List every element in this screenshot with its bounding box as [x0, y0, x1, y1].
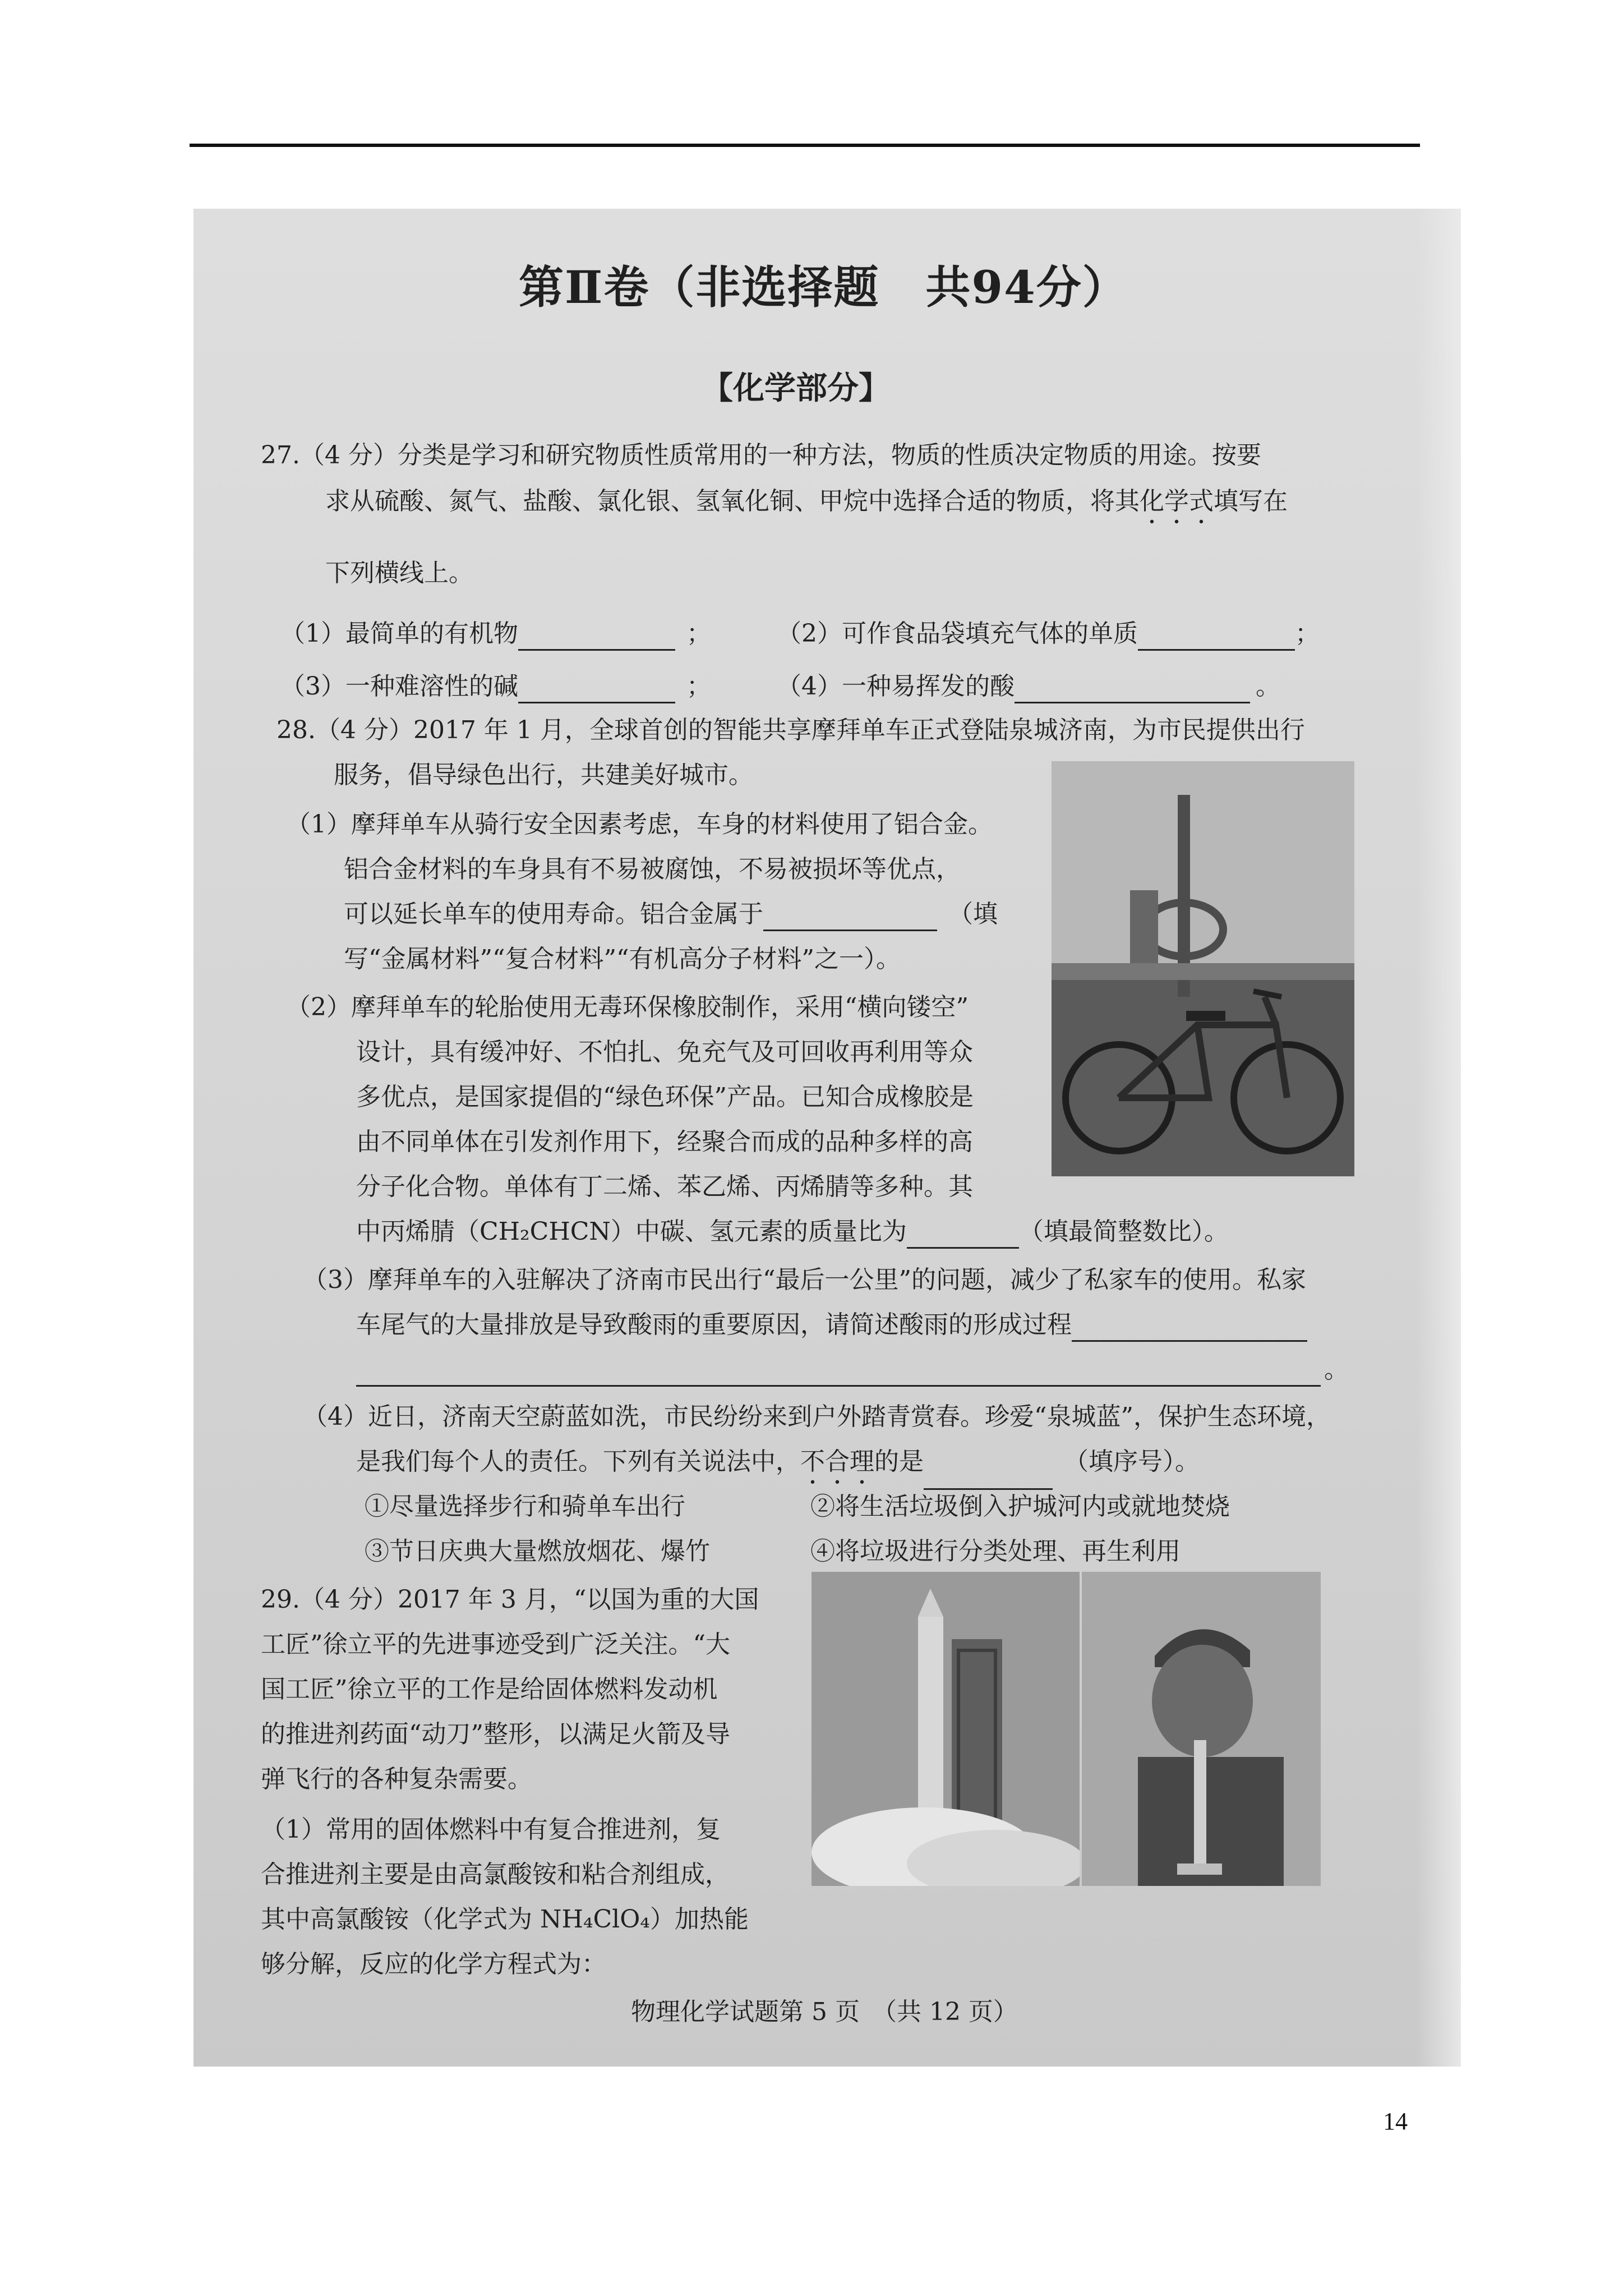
q27-item3 [280, 670, 711, 703]
q28-p3-l1: （3）摩拜单车的入驻解决了济南市民出行“最后一公里”的问题，减少了私家车的使用。私家 [303, 1266, 1306, 1294]
q27-sep-2: ； [1295, 619, 1320, 648]
q28-option-4: ④将垃圾进行分类处理、再生利用 [810, 1537, 1181, 1566]
q28-answer-blank-1[interactable] [763, 904, 937, 931]
q27-item4-label: （4）一种易挥发的酸 [777, 672, 1015, 701]
q28-p1-l3 [344, 898, 998, 931]
header-rule [190, 144, 1420, 147]
q28-p4-emphasis: 不合理 [800, 1447, 874, 1476]
q28-p3-l2 [356, 1308, 1307, 1342]
q28-p4-l2-end: （填序号）。 [1064, 1447, 1200, 1476]
q28-option-3: ③节日庆典大量燃放烟花、爆竹 [365, 1537, 710, 1566]
q29-line3: 国工匠”徐立平的工作是给固体燃料发动机 [261, 1675, 718, 1704]
q28-line1: 28.（4 分）2017 年 1 月，全球首创的智能共享摩拜单车正式登陆泉城济南，为市民提供出行 [276, 716, 1305, 744]
q28-answer-blank-4[interactable] [924, 1462, 1053, 1490]
worker-photo [1082, 1572, 1321, 1886]
q28-p2-l4: 由不同单体在引发剂作用下，经聚合而成的品种多样的高 [356, 1128, 973, 1156]
q29-line4: 的推进剂药面“动刀”整形，以满足火箭及导 [261, 1720, 730, 1749]
q27-line2 [325, 485, 1288, 530]
q28-p2-l5: 分子化合物。单体有丁二烯、苯乙烯、丙烯腈等多种。其 [356, 1172, 973, 1201]
q27-item2-label: （2）可作食品袋填充气体的单质 [777, 619, 1138, 648]
q28-p4-l1: （4）近日，济南天空蔚蓝如洗，市民纷纷来到户外踏青赏春。珍爱“泉城蓝”，保护生态环境， [303, 1402, 1331, 1431]
q28-answer-blank-3a[interactable] [1072, 1314, 1307, 1342]
q28-p2-l3: 多优点，是国家提倡的“绿色环保”产品。已知合成橡胶是 [356, 1083, 974, 1111]
q28-p1-l3-end: （填 [948, 900, 998, 928]
q27-answer-blank-4[interactable] [1015, 676, 1250, 703]
q27-item1-label: （1）最简单的有机物 [280, 619, 518, 648]
q28-option-1: ①尽量选择步行和骑单车出行 [365, 1492, 685, 1521]
q27-emphasis: 化学式 [1140, 487, 1214, 516]
q27-sep-1: ； [686, 619, 711, 648]
section-title: 第Ⅱ卷（非选择题 共94分） [519, 261, 1128, 314]
q27-sep-3: ； [686, 672, 711, 701]
q27-line1: 27.（4 分）分类是学习和研究物质性质常用的一种方法，物质的性质决定物质的用途。按要 [261, 441, 1261, 470]
q29-line9: 够分解，反应的化学方程式为： [261, 1950, 606, 1978]
q28-p3-l3 [356, 1353, 1349, 1387]
worker-photo-drawing [1082, 1572, 1321, 1886]
bike-photo [1052, 761, 1354, 1176]
q27-item3-label: （3）一种难溶性的碱 [280, 672, 518, 701]
q28-p1-l2: 铝合金材料的车身具有不易被腐蚀，不易被损坏等优点， [344, 855, 961, 884]
q28-answer-blank-3b[interactable] [356, 1359, 1321, 1387]
q29-line5: 弹飞行的各种复杂需要。 [261, 1765, 532, 1793]
q28-p3-end: 。 [1324, 1355, 1349, 1384]
q28-option-2: ②将生活垃圾倒入护城河内或就地焚烧 [810, 1492, 1230, 1521]
q28-p1-l1: （1）摩拜单车从骑行安全因素考虑，车身的材料使用了铝合金。 [286, 810, 993, 839]
q28-p1-l4: 写“金属材料”“复合材料”“有机高分子材料”之一）。 [344, 945, 901, 973]
q29-line1: 29.（4 分）2017 年 3 月，“以国为重的大国 [261, 1585, 759, 1614]
q28-answer-blank-2[interactable] [907, 1221, 1019, 1249]
q28-p2-l1: （2）摩拜单车的轮胎使用无毒环保橡胶制作，采用“横向镂空” [286, 993, 969, 1022]
q28-p2-l6-text: 中丙烯腈（CH₂CHCN）中碳、氢元素的质量比为 [356, 1217, 907, 1246]
q28-p1-l3-text: 可以延长单车的使用寿命。铝合金属于 [344, 900, 763, 928]
q29-line6: （1）常用的固体燃料中有复合推进剂，复 [261, 1815, 721, 1844]
q28-p2-l2: 设计，具有缓冲好、不怕扎、免充气及可回收再利用等众 [356, 1038, 973, 1066]
q27-item2 [777, 617, 1320, 651]
q28-p4-l2 [356, 1445, 1200, 1490]
q27-line2-a: 求从硫酸、氮气、盐酸、氯化银、氢氧化铜、甲烷中选择合适的物质，将其 [325, 487, 1140, 516]
q28-p4-l2-a: 是我们每个人的责任。下列有关说法中， [356, 1447, 800, 1476]
scanned-exam-page [193, 209, 1461, 2067]
section-subtitle: 【化学部分】 [702, 370, 890, 407]
q28-p2-l6 [356, 1215, 1229, 1249]
q28-p4-l2-c: 的是 [874, 1447, 924, 1476]
q27-item4 [777, 670, 1280, 703]
bike-photo-drawing [1052, 761, 1354, 1176]
q29-line7: 合推进剂主要是由高氯酸铵和粘合剂组成， [261, 1860, 730, 1889]
q29-line2: 工匠”徐立平的先进事迹受到广泛关注。“大 [261, 1630, 730, 1659]
q28-p3-l2-text: 车尾气的大量排放是导致酸雨的重要原因，请简述酸雨的形成过程 [356, 1310, 1072, 1339]
exam-footer: 物理化学试题第 5 页 （共 12 页） [631, 1998, 1018, 2026]
photo-edge-shade [1416, 209, 1461, 2067]
q29-line8: 其中高氯酸铵（化学式为 NH₄ClO₄）加热能 [261, 1905, 749, 1934]
q28-p2-l6-end: （填最简整数比）。 [1018, 1217, 1229, 1246]
q27-item1 [280, 617, 711, 651]
page-number: 14 [1383, 2108, 1408, 2135]
rocket-photo-drawing [811, 1572, 1080, 1886]
q27-end: 。 [1256, 672, 1280, 701]
q27-answer-blank-1[interactable] [518, 623, 675, 651]
q27-answer-blank-3[interactable] [518, 676, 675, 703]
q27-answer-blank-2[interactable] [1138, 623, 1295, 651]
q27-line3: 下列横线上。 [325, 559, 473, 587]
rocket-photo [811, 1572, 1080, 1886]
q28-line2: 服务，倡导绿色出行，共建美好城市。 [334, 761, 753, 789]
q27-line2-c: 填写在 [1214, 487, 1288, 516]
